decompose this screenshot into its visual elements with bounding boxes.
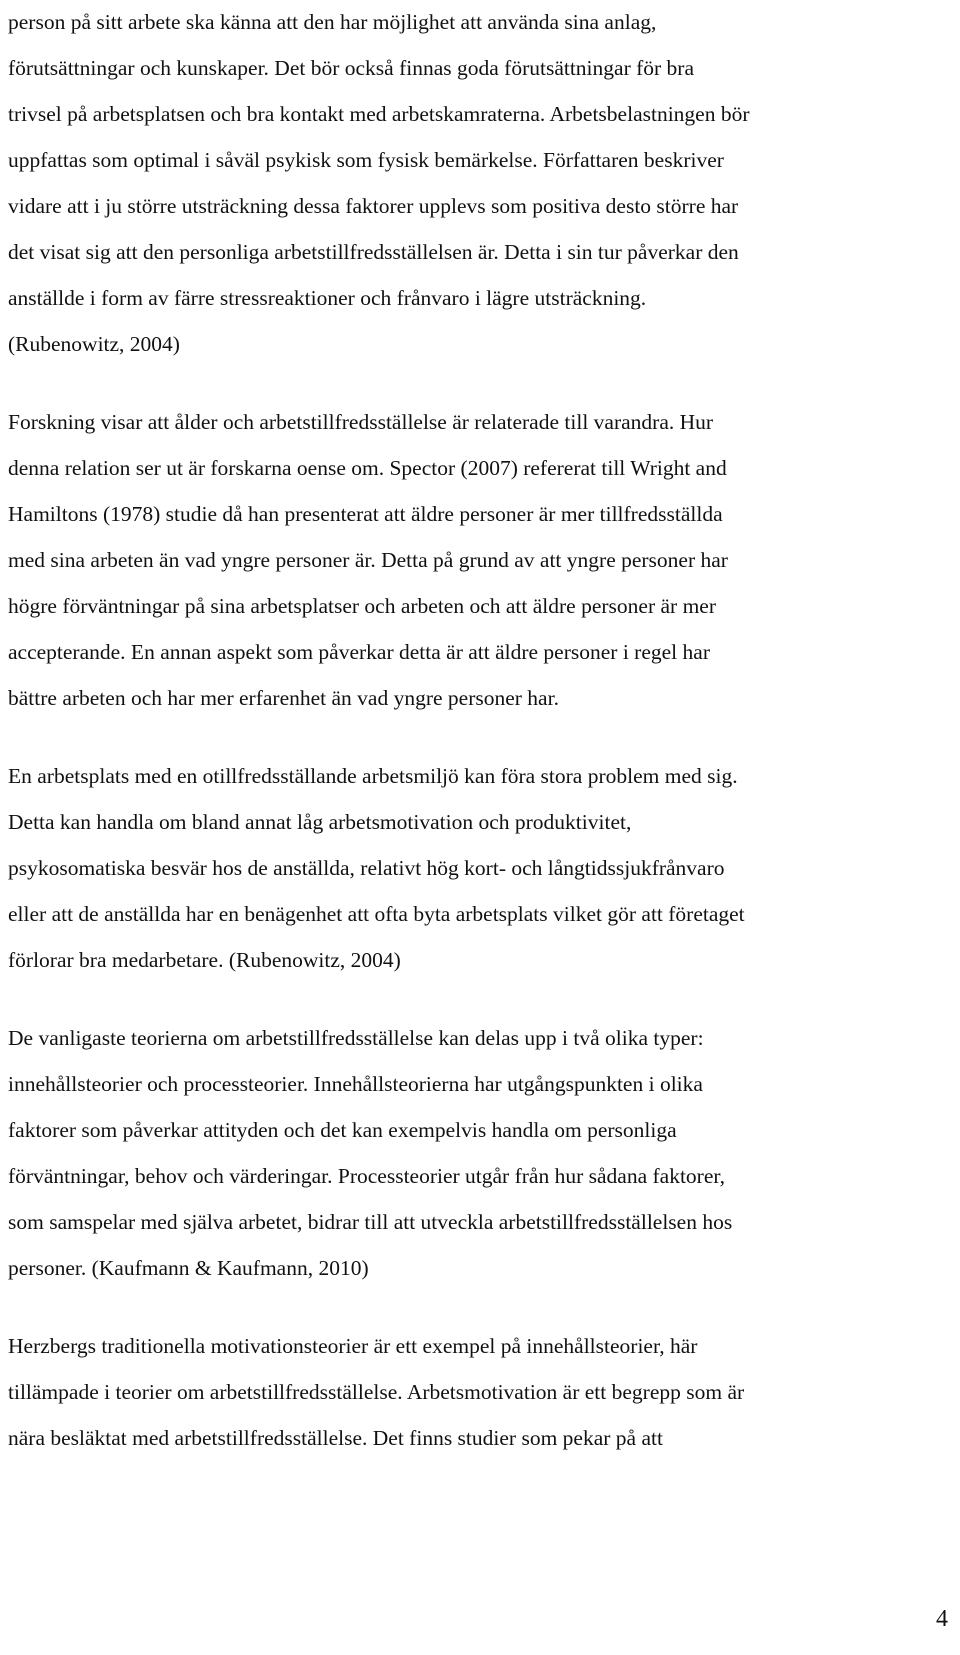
text-line: förutsättningar och kunskaper. Det bör också finnas goda förutsättningar för bra	[8, 56, 695, 80]
text-line: Hamiltons (1978) studie då han presenterat att äldre personer är mer tillfredsställda	[8, 502, 723, 526]
text-line: bättre arbeten och har mer erfarenhet än vad yngre personer har.	[8, 686, 559, 710]
page-number: 4	[936, 1606, 948, 1632]
text-line: En arbetsplats med en otillfredsställande arbetsmiljö kan föra stora problem med sig.	[8, 764, 738, 788]
text-line: trivsel på arbetsplatsen och bra kontakt med arbetskamraterna. Arbetsbelastningen bör	[8, 102, 750, 126]
text-line: faktorer som påverkar attityden och det kan exempelvis handla om personliga	[8, 1118, 677, 1142]
paragraph-age-satisfaction	[8, 399, 960, 721]
text-line: vidare att i ju större utsträckning dessa faktorer upplevs som positiva desto större har	[8, 194, 739, 218]
text-line: högre förväntningar på sina arbetsplatser och arbeten och att äldre personer är mer	[8, 594, 716, 618]
paragraph-work-environment	[8, 753, 960, 983]
text-line: uppfattas som optimal i såväl psykisk som fysisk bemärkelse. Författaren beskriver	[8, 148, 724, 172]
text-line: denna relation ser ut är forskarna oense om. Spector (2007) refererat till Wright and	[8, 456, 727, 480]
text-line: anställde i form av färre stressreaktioner och frånvaro i lägre utsträckning.	[8, 286, 647, 310]
text-line: eller att de anställda har en benägenhet att ofta byta arbetsplats vilket gör att företaget	[8, 902, 745, 926]
text-line: Detta kan handla om bland annat låg arbetsmotivation och produktivitet,	[8, 810, 632, 834]
text-line: accepterande. En annan aspekt som påverkar detta är att äldre personer i regel har	[8, 640, 710, 664]
text-line: som samspelar med själva arbetet, bidrar till att utveckla arbetstillfredsställelsen hos	[8, 1210, 733, 1234]
text-line: De vanligaste teorierna om arbetstillfredsställelse kan delas upp i två olika typer:	[8, 1026, 704, 1050]
text-line: person på sitt arbete ska känna att den har möjlighet att använda sina anlag,	[8, 10, 657, 34]
text-line: det visat sig att den personliga arbetstillfredsställelsen är. Detta i sin tur påverkar den	[8, 240, 739, 264]
paragraph-herzberg	[8, 1323, 960, 1461]
text-line: med sina arbeten än vad yngre personer är. Detta på grund av att yngre personer har	[8, 548, 728, 572]
text-line: tillämpade i teorier om arbetstillfredsställelse. Arbetsmotivation är ett begrepp som är	[8, 1380, 745, 1404]
text-line: nära besläktat med arbetstillfredsställelse. Det finns studier som pekar på att	[8, 1426, 663, 1450]
text-line: innehållsteorier och processteorier. Innehållsteorierna har utgångspunkten i olika	[8, 1072, 703, 1096]
text-line: Forskning visar att ålder och arbetstillfredsställelse är relaterade till varandra. Hur	[8, 410, 714, 434]
text-line: personer. (Kaufmann & Kaufmann, 2010)	[8, 1256, 369, 1280]
text-line: (Rubenowitz, 2004)	[8, 332, 180, 356]
paragraph-theories	[8, 1015, 960, 1291]
text-line: Herzbergs traditionella motivationsteorier är ett exempel på innehållsteorier, här	[8, 1334, 698, 1358]
text-line: förlorar bra medarbetare. (Rubenowitz, 2004)	[8, 948, 401, 972]
paragraph-work-conditions	[8, 0, 960, 367]
text-line: förväntningar, behov och värderingar. Processteorier utgår från hur sådana faktorer,	[8, 1164, 726, 1188]
text-line: psykosomatiska besvär hos de anställda, relativt hög kort- och långtidssjukfrånvaro	[8, 856, 725, 880]
